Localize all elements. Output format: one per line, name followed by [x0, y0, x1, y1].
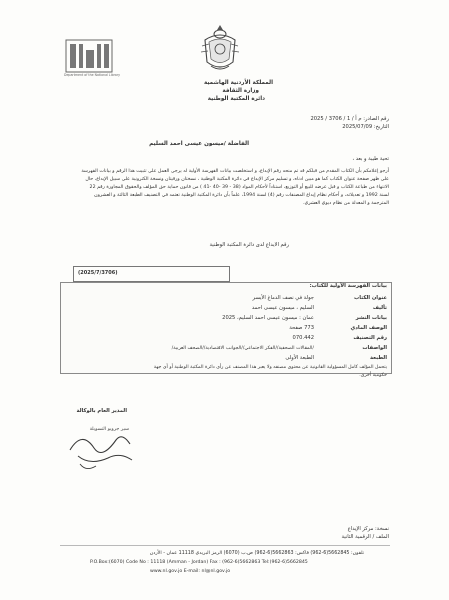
catalog-heading: بيانات الفهرسة الأولية للكتاب: [309, 283, 387, 289]
library-logo-icon [64, 36, 114, 74]
catalog-value-edition: الطبعة الأولى [285, 355, 314, 361]
catalog-value-author: السليم ، ميسون عيسى احمد [251, 305, 314, 311]
liability-note: يتحمل المؤلف كامل المسؤولية القانونية عن محتوى مصنفه ولا يعبر هذا المصنف عن رأي دائرة المكتبة الوطنية أو أي جهة [153, 365, 387, 370]
letter-date: التاريخ: 2025/07/09 [342, 124, 389, 130]
deposit-label: رقم الايداع لدى دائرة المكتبة الوطنية [209, 242, 289, 248]
ministry-title: وزارة الثقافة [222, 88, 259, 94]
body-line: المترجمة و المعدلة من نظام ديوي العشري. [303, 201, 389, 206]
footer-latin: P.O.Box:(6070) Code No : 11118 (Amman - Jordan) Fax : (962-6)5662863 Tel:(962-6)5662845 [90, 560, 308, 565]
catalog-key-physical: الوصف المادي [350, 325, 387, 331]
deposit-number-box [73, 266, 230, 282]
deposit-number: (2025/7/3706) [78, 270, 118, 276]
catalog-value-classification: 070.442 [292, 335, 314, 341]
library-logo-subtext: Department of the National Library [64, 73, 121, 77]
body-line: الانتهاء من طباعة الكتاب و قبل عرضه للبيع أو التوزيع، استناداً لأحكام المواد (38 - 39 -40 -41 ) من قانون حماية حق المؤلف والحقوق المجاورة رقم 22 [89, 185, 389, 190]
catalog-key-title: عنوان الكتاب [354, 295, 387, 301]
national-library-logo [64, 36, 121, 82]
body-line: أرجو إعلامكم بأن الكتاب المقدم من قبلكم قد تم منحه رقم الإيداع، و استخلصت بيانات الفهرسة الأولية له يرجى العمل على تثبيت هذا الرقم و بيانات الفهرسة [81, 169, 389, 174]
catalog-value-physical: 773 صفحة [289, 325, 314, 331]
catalog-value-subjects: /المقالات الصحفية//الفكر الاجتماعي//الجوانب الاقتصادية//الصحف العربية/ [171, 346, 314, 351]
signatory-title: المدير العام بالوكالة [76, 408, 127, 414]
catalog-key-publication: بيانات النشر [355, 315, 387, 321]
liability-note-cont: حكومية أخرى. [359, 373, 387, 378]
cc-line: نسخة: مركز الإيداع [347, 526, 389, 532]
catalog-key-subjects: الواصفات [362, 345, 387, 351]
catalog-key-classification: رقم التصنيف [353, 335, 387, 341]
catalog-key-author: تأليف [372, 305, 387, 311]
footer-web: www.nl.gov.jo E-mail: nl@nl.gov.jo [150, 569, 231, 574]
greeting: تحية طيبة و بعد ، [352, 156, 389, 162]
addressee: الفاضلة /ميسون عيسى احمد السليم [149, 141, 249, 147]
reference-number: رقم الصادر: م أ / 1 / 3706 / 2025 [310, 116, 389, 122]
catalog-value-publication: عمان : ميسون عيسى احمد السليم، 2025 [222, 315, 314, 321]
footer-arabic: تلفون: 5662845(6-962) فاكس: 5662863(6-962) ص.ب (6070) الرمز البريدي 11118 عمان - الأردن [149, 551, 364, 556]
kingdom-title: المملكة الأردنية الهاشمية [203, 80, 273, 86]
catalog-value-title: جولة في نصف الدماغ الأيسر [252, 295, 314, 301]
catalog-key-edition: الطبعة [370, 355, 387, 361]
signatory-name: سير جروبو التسويلة [89, 427, 129, 432]
jordan-coat-of-arms-icon [197, 22, 243, 74]
body-line: على ظهر صفحة عنوان الكتاب كما هو مبين ادناه، و تسليم مركز الإيداع في دائرة المكتبة الوطنية ، نسختان ورقيتان ونسخة الكترونية على سبيل الإيداع، حال [85, 177, 389, 182]
footer-divider [60, 545, 390, 546]
department-title: دائرة المكتبة الوطنية [207, 96, 265, 102]
cc-file-line: الملف / الرقمية الثانية [341, 534, 389, 540]
body-line: لسنة 1992 و تعديلاته، و أحكام نظام إيداع المصنفات رقم (4) لسنة 1994، علماً بأن دائرة المكتبة الوطنية تعتمد في التصنيف الطبعة الثالثة و العشرون [94, 193, 389, 198]
cataloging-box [60, 282, 392, 374]
